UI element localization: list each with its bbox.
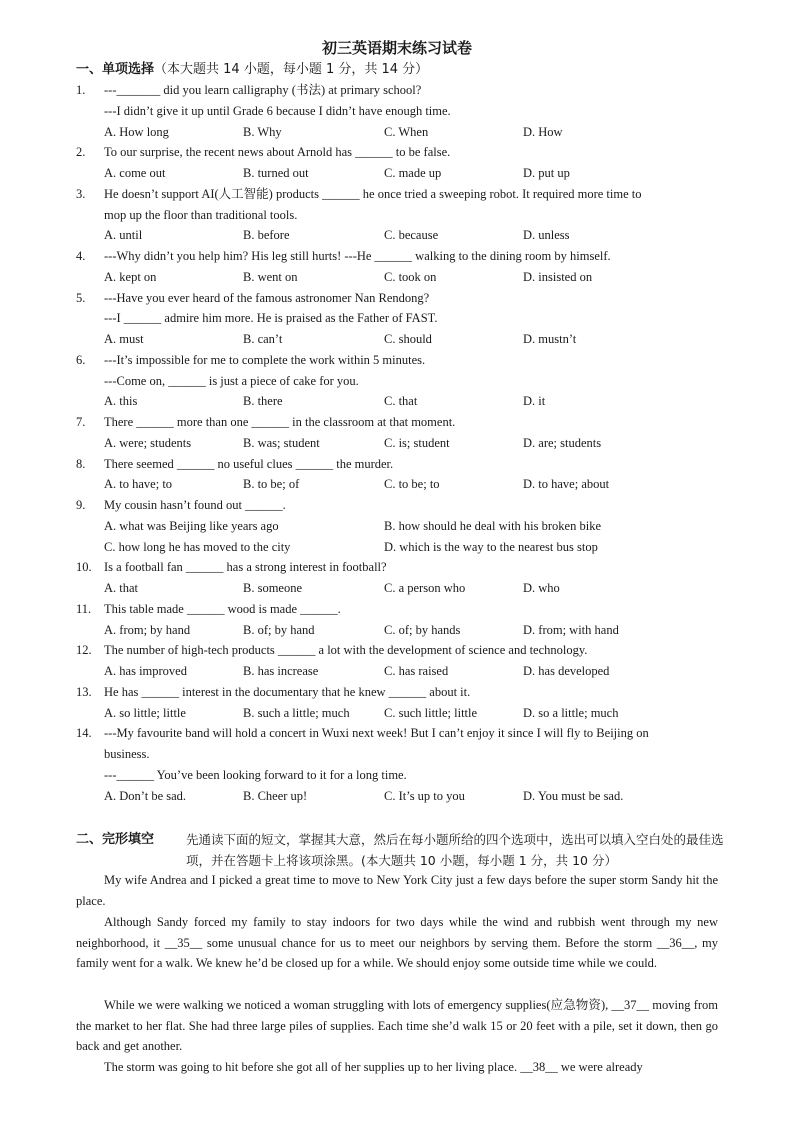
question-text: business.: [104, 747, 150, 761]
answer-option: C. how long he has moved to the city: [104, 539, 291, 554]
answer-option: B. of; by hand: [243, 622, 315, 637]
question-line: [0, 184, 794, 204]
answer-option: A. were; students: [104, 435, 192, 450]
section-2-heading: [76, 830, 154, 850]
answer-option: C. to be; to: [384, 477, 440, 492]
question-text: My cousin hasn’t found out ______.: [104, 498, 286, 512]
question-line: [0, 288, 794, 308]
question-text: There ______ more than one ______ in the classroom at that moment.: [104, 415, 456, 429]
section-2-instructions: 先通读下面的短文，掌握其大意，然后在每小题所给的四个选项中，选出可以填入空白处的最佳选项，并在答题卡上将该项涂黑。(本大题共 10 小题，每小题 1 分，共 10 分）: [186, 832, 724, 868]
answer-option: D. which is the way to the nearest bus stop: [384, 539, 598, 554]
question-line: [0, 246, 794, 266]
question-number: 10.: [76, 560, 92, 575]
question-line: [0, 682, 794, 702]
answer-option: D. from; with hand: [523, 622, 619, 637]
passage-paragraph: While we were walking we noticed a woman struggling with lots of emergency supplies(应急物资), __37__ moving from the market to her flat. She had three large piles of supplies. Each time she’d walk 15 or 20 feet with a pile, set it down, then go back and get another.: [76, 998, 718, 1054]
question-line: [0, 142, 794, 162]
answer-option: A. until: [104, 228, 143, 243]
passage-paragraph: The storm was going to hit before she got all of her supplies up to her living place. __38__ we were already: [104, 1060, 643, 1074]
question-number: 1.: [76, 83, 86, 97]
answer-option: C. such little; little: [384, 705, 478, 720]
answer-option: B. Cheer up!: [243, 788, 308, 803]
question-line: [0, 80, 794, 100]
question-line: [0, 371, 794, 391]
question-text: ---It’s impossible for me to complete the work within 5 minutes.: [104, 352, 426, 367]
answer-option: A. to have; to: [104, 477, 173, 492]
question-text: ---_______ did you learn calligraphy (书法) at primary school?: [104, 83, 422, 97]
question-text: ---Why didn’t you help him? His leg still hurts! ---He ______ walking to the dining room by himself.: [104, 249, 611, 263]
question-line: [0, 205, 794, 225]
question-text: Is a football fan ______ has a strong interest in football?: [104, 560, 387, 575]
question-number: 14.: [76, 726, 92, 741]
question-text: ---I didn’t give it up until Grade 6 because I didn’t have enough time.: [104, 103, 451, 118]
answer-option: A. this: [104, 394, 138, 409]
answer-option: A. that: [104, 581, 139, 595]
question-number: 9.: [76, 498, 86, 512]
section-2-title: 二、完形填空: [76, 832, 155, 847]
answer-option: D. so a little; much: [523, 705, 619, 720]
answer-option: A. kept on: [104, 269, 157, 284]
question-number: 5.: [76, 290, 86, 305]
question-line: [0, 744, 794, 764]
answer-option: D. unless: [523, 228, 570, 243]
question-line: [0, 640, 794, 660]
answer-option: B. before: [243, 228, 290, 243]
question-number: 3.: [76, 186, 86, 201]
answer-option: B. has increase: [243, 664, 319, 678]
question-line: [0, 350, 794, 370]
answer-option: B. can’t: [243, 332, 283, 346]
question-text: ---I ______ admire him more. He is praised as the Father of FAST.: [104, 311, 438, 326]
question-text: He has ______ interest in the documentary that he knew ______ about it.: [104, 684, 471, 699]
answer-option: D. it: [523, 394, 546, 409]
section-1-heading: [76, 60, 428, 80]
answer-option: D. You must be sad.: [523, 788, 624, 803]
section-1-title: 一、单项选择: [76, 62, 155, 77]
question-number: 7.: [76, 415, 86, 429]
answer-option: A. from; by hand: [104, 622, 191, 637]
answer-option: B. went on: [243, 269, 298, 284]
question-line: [0, 308, 794, 328]
question-text: ---______ You’ve been looking forward to it for a long time.: [104, 767, 407, 782]
question-line: [0, 454, 794, 474]
question-text: There seemed ______ no useful clues ______ the murder.: [104, 456, 394, 471]
answer-option: B. such a little; much: [243, 705, 350, 720]
question-number: 13.: [76, 684, 92, 699]
question-text: He doesn’t support AI(人工智能) products ______ he once tried a sweeping robot. It required more time to: [104, 186, 642, 201]
answer-option: B. someone: [243, 581, 303, 595]
answer-option: B. how should he deal with his broken bike: [384, 518, 601, 533]
question-line: [0, 723, 794, 743]
question-line: [0, 495, 794, 515]
question-text: This table made ______ wood is made ______.: [104, 601, 341, 616]
question-text: ---Have you ever heard of the famous astronomer Nan Rendong?: [104, 290, 430, 305]
answer-option: D. who: [523, 581, 560, 595]
question-number: 6.: [76, 352, 86, 367]
answer-option: C. made up: [384, 166, 442, 180]
answer-option: C. took on: [384, 269, 437, 284]
answer-option: A. so little; little: [104, 705, 186, 720]
question-text: The number of high-tech products ______ a lot with the development of science and technology.: [104, 643, 588, 658]
answer-option: D. are; students: [523, 435, 602, 450]
answer-option: B. turned out: [243, 166, 309, 180]
answer-option: C. When: [384, 124, 429, 139]
answer-option: C. is; student: [384, 435, 450, 450]
question-number: 12.: [76, 643, 92, 658]
answer-option: B. Why: [243, 124, 282, 139]
answer-option: D. mustn’t: [523, 332, 577, 346]
answer-option: C. It’s up to you: [384, 788, 465, 803]
question-line: [0, 599, 794, 619]
question-number: 2.: [76, 145, 86, 160]
answer-option: B. there: [243, 394, 283, 409]
answer-option: D. insisted on: [523, 269, 593, 284]
answer-option: A. Don’t be sad.: [104, 788, 187, 803]
answer-option: A. come out: [104, 166, 166, 180]
answer-option: A. what was Beijing like years ago: [104, 518, 279, 533]
answer-option: C. a person who: [384, 581, 466, 595]
answer-option: C. should: [384, 332, 432, 346]
answer-option: B. to be; of: [243, 477, 300, 492]
passage-paragraph: Although Sandy forced my family to stay indoors for two days while the wind and rubbish went through my new neighborhood, it __35__ some unusual chance for us to meet our neighbors by serving them. Before the storm __36__, my family went for a walk. We knew he’d be closed up for a while. We should enjoy some outside time while we could.: [76, 915, 718, 971]
answer-option: B. was; student: [243, 435, 320, 450]
answer-option: C. because: [384, 228, 439, 243]
answer-option: D. to have; about: [523, 477, 610, 492]
question-line: [0, 557, 794, 577]
section-1-note: （本大题共 14 小题，每小题 1 分，共 14 分）: [154, 62, 429, 77]
question-number: 8.: [76, 456, 86, 471]
question-number: 11.: [76, 601, 92, 616]
answer-option: C. has raised: [384, 664, 449, 678]
answer-option: A. must: [104, 332, 144, 346]
question-text: ---Come on, ______ is just a piece of cake for you.: [104, 373, 359, 388]
answer-option: C. that: [384, 394, 418, 409]
answer-option: D. has developed: [523, 664, 610, 678]
question-line: [0, 412, 794, 432]
passage-paragraph: My wife Andrea and I picked a great time to move to New York City just a few days before the super storm Sandy hit the place.: [76, 873, 718, 908]
exam-title: 初三英语期末练习试卷: [321, 39, 472, 57]
answer-option: A. has improved: [104, 664, 187, 678]
question-line: [0, 101, 794, 121]
answer-option: D. put up: [523, 166, 570, 180]
question-line: [0, 765, 794, 785]
question-text: To our surprise, the recent news about Arnold has ______ to be false.: [104, 145, 451, 160]
question-number: 4.: [76, 249, 86, 263]
answer-option: D. How: [523, 124, 563, 139]
answer-option: A. How long: [104, 124, 169, 139]
question-text: mop up the floor than traditional tools.: [104, 207, 298, 222]
answer-option: C. of; by hands: [384, 622, 461, 637]
question-text: ---My favourite band will hold a concert in Wuxi next week! But I can’t enjoy it since I will fly to Beijing on: [104, 726, 649, 741]
